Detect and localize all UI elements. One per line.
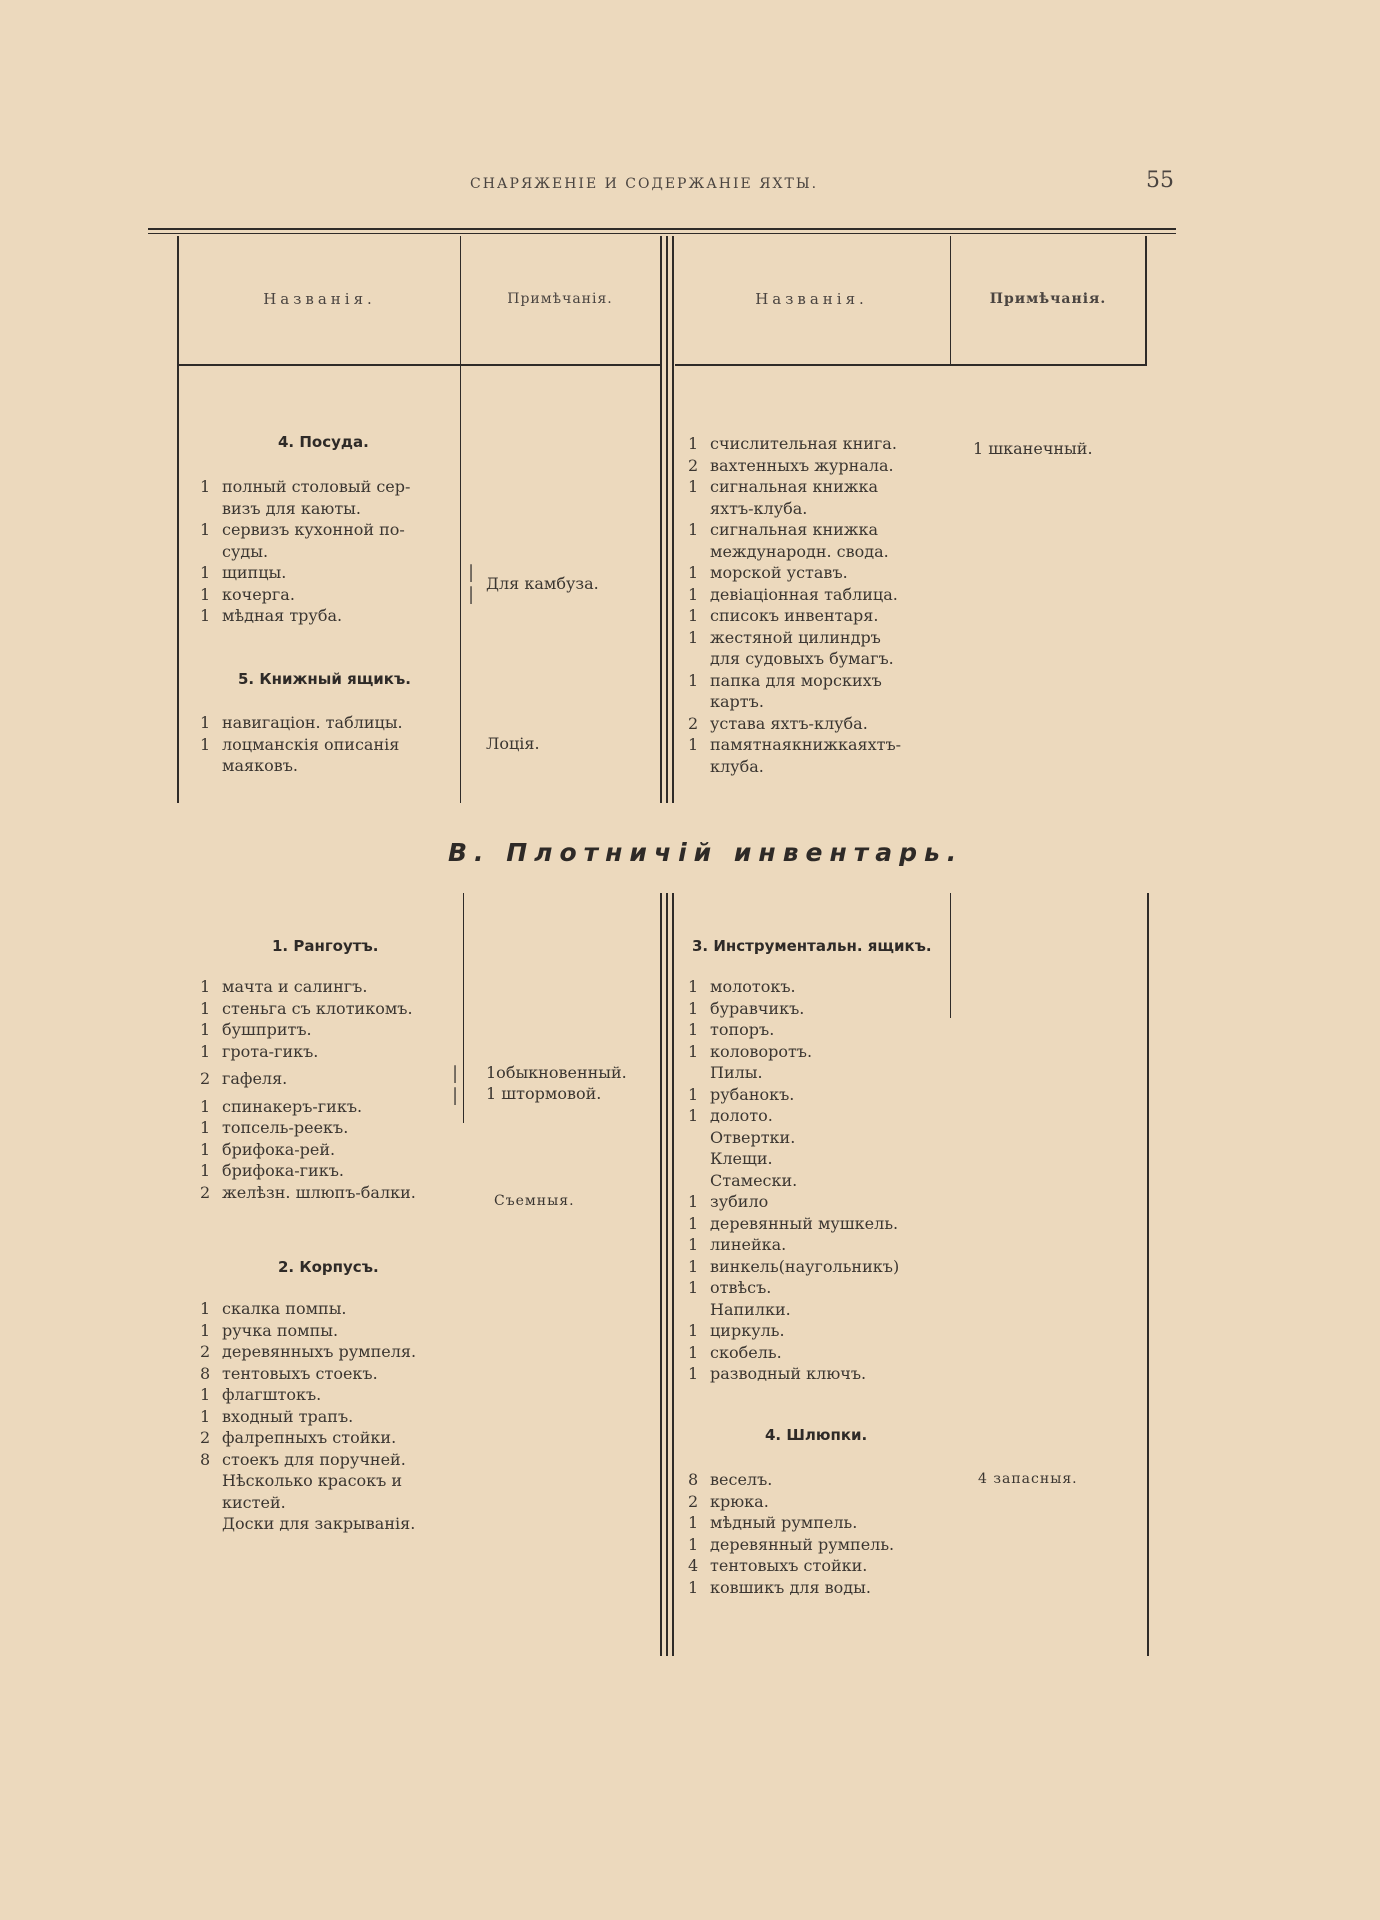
header-bottom-rule-right <box>675 364 1145 366</box>
column-header-notes: Примѣчанія. <box>507 291 613 307</box>
list-item: 1 скалка помпы. <box>200 1299 347 1318</box>
list-item: 1 скобель. <box>688 1342 782 1362</box>
header-bottom-rule-left <box>177 364 660 366</box>
list-knizhny <box>200 712 403 777</box>
list-item: 1 разводный ключъ. <box>688 1364 867 1383</box>
list-item: 1 топоръ. <box>688 1020 775 1039</box>
list-item: 1 лоцманскія описанія <box>200 734 400 754</box>
list-item: 1 кочерга. <box>200 584 295 604</box>
list-posuda <box>200 476 410 627</box>
list-item: 1 девіаціонная таблица. <box>688 584 898 604</box>
list-item: 1 флагштокъ. <box>200 1385 322 1404</box>
list-item: 1 спинакеръ-гикъ. <box>200 1096 363 1116</box>
list-item: 1 ручка помпы. <box>200 1320 339 1340</box>
section-title-posuda: 4. Посуда. <box>278 433 369 451</box>
list-item: 1 грота-гикъ. <box>200 1041 319 1061</box>
list-item: международн. свода. <box>710 541 889 561</box>
note-lotsiya: Лоція. <box>486 734 540 753</box>
list-item: 1 молотокъ. <box>688 977 796 996</box>
list-item: 2 вахтенныхъ журнала. <box>688 455 894 475</box>
center-double-rule <box>660 893 662 1656</box>
list-item: Стамески. <box>710 1170 798 1190</box>
list-item: 2 гафеля. <box>200 1069 288 1088</box>
column-divider <box>950 236 951 366</box>
section-title-korpus: 2. Корпусъ. <box>278 1258 379 1276</box>
column-divider <box>460 236 461 803</box>
list-item: 8 веселъ. <box>688 1470 773 1489</box>
section-title-rangout: 1. Рангоутъ. <box>272 937 379 955</box>
list-item: Отвертки. <box>710 1127 796 1147</box>
note-gafel-storm: 1 штормовой. <box>486 1084 602 1103</box>
list-item: 1 жестяной цилиндръ <box>688 627 881 647</box>
list-item: 1 топсель-реекъ. <box>200 1118 349 1137</box>
list-item: картъ. <box>710 692 764 711</box>
list-item: Нѣсколько красокъ и <box>222 1471 403 1490</box>
table-border-right <box>1145 236 1147 366</box>
list-korpus <box>200 1298 416 1535</box>
list-item: 2 фалрепныхъ стойки. <box>200 1428 397 1447</box>
list-item: 1 зубило <box>688 1192 769 1211</box>
column-header-notes: Примѣчанія. <box>989 291 1107 307</box>
note-shkanechny: 1 шканечный. <box>973 439 1093 458</box>
column-divider <box>463 893 464 1123</box>
list-item: 1 коловоротъ. <box>688 1041 813 1061</box>
table-border-left <box>177 236 179 803</box>
list-item: 8 тентовыхъ стоекъ. <box>200 1363 378 1383</box>
list-item: 1 брифока-гикъ. <box>200 1161 344 1180</box>
list-item: 1 сигнальная книжка <box>688 520 879 539</box>
list-item: 2 желѣзн. шлюпъ-балки. <box>200 1182 416 1202</box>
list-item: 1 щипцы. <box>200 563 287 582</box>
list-item: 1 долото. <box>688 1106 773 1125</box>
column-divider <box>950 893 951 1018</box>
list-item: 1 мѣдная труба. <box>200 606 343 625</box>
list-item: 1 морской уставъ. <box>688 563 848 582</box>
list-item: 1 стеньга съ клотикомъ. <box>200 998 413 1018</box>
list-item: 1 папка для морскихъ <box>688 670 882 690</box>
column-header-names: Названія. <box>263 290 376 308</box>
center-double-rule <box>672 236 674 803</box>
top-rule <box>148 228 1176 230</box>
list-item: 4 тентовыхъ стойки. <box>688 1556 868 1575</box>
list-item: маяковъ. <box>222 756 298 775</box>
list-rangout <box>200 976 416 1203</box>
list-item: 1 циркуль. <box>688 1321 785 1340</box>
list-item: клуба. <box>710 756 764 776</box>
list-item: 8 стоекъ для поручней. <box>200 1449 406 1469</box>
list-item: 2 деревянныхъ румпеля. <box>200 1342 417 1361</box>
list-item: визъ для каюты. <box>222 498 361 518</box>
list-item: 1 деревянный мушкель. <box>688 1213 899 1233</box>
running-title: СНАРЯЖЕНІЕ И СОДЕРЖАНІЕ ЯХТЫ. <box>470 176 819 192</box>
list-item: для судовыхъ бумагъ. <box>710 649 894 668</box>
section-title-knizhny: 5. Книжный ящикъ. <box>238 670 411 688</box>
brace: | | <box>468 562 475 605</box>
list-item: 1 отвѣсъ. <box>688 1278 772 1297</box>
list-item: 1 брифока-рей. <box>200 1139 336 1159</box>
brace: | | <box>452 1063 459 1106</box>
list-item: 1 винкель(наугольникъ) <box>688 1256 900 1276</box>
list-item: кистей. <box>222 1492 286 1512</box>
list-ship-papers <box>688 433 901 777</box>
page-number: 55 <box>1146 168 1174 193</box>
column-header-names: Названія. <box>755 290 868 308</box>
center-double-rule <box>666 893 668 1656</box>
top-rule-thin <box>148 233 1176 234</box>
list-item: 1 полный столовый сер- <box>200 477 411 496</box>
list-item: 1 сервизъ кухонной по- <box>200 520 405 539</box>
table-border-right <box>1147 893 1149 1656</box>
list-shlyupki <box>688 1469 894 1598</box>
note-zapasnye: 4 запасныя. <box>978 1471 1078 1487</box>
list-item: 1 списокъ инвентаря. <box>688 606 879 625</box>
list-item: 1 навигаціон. таблицы. <box>200 713 403 732</box>
section-title-plotnichiy: В. Плотничій инвентарь. <box>448 838 964 867</box>
list-item: 1 памятнаякнижкаяхтъ- <box>688 735 902 754</box>
list-item: 1 входный трапъ. <box>200 1406 354 1426</box>
list-item: 1 сигнальная книжка <box>688 477 879 496</box>
list-item: 1 мѣдный румпель. <box>688 1513 858 1532</box>
list-item: 1 счислительная книга. <box>688 434 897 453</box>
list-item: яхтъ-клуба. <box>710 498 808 518</box>
list-item: Доски для закрыванія. <box>222 1514 416 1533</box>
section-title-shlyupki: 4. Шлюпки. <box>765 1426 868 1444</box>
list-item: 2 устава яхтъ-клуба. <box>688 713 868 733</box>
list-item: 1 деревянный румпель. <box>688 1534 895 1554</box>
note-gafel-ordinary: 1обыкновенный. <box>486 1063 627 1082</box>
list-item: Пилы. <box>710 1063 763 1082</box>
list-item: Напилки. <box>710 1299 791 1319</box>
list-item: 1 бушпритъ. <box>200 1020 312 1039</box>
list-instrument <box>688 976 899 1385</box>
center-double-rule <box>672 893 674 1656</box>
list-item: 1 рубанокъ. <box>688 1084 795 1104</box>
section-title-instrument: 3. Инструментальн. ящикъ. <box>692 937 932 955</box>
center-double-rule <box>666 236 668 803</box>
list-item: 1 буравчикъ. <box>688 998 805 1018</box>
list-item: 1 мачта и салингъ. <box>200 977 368 996</box>
note-kambuz: Для камбуза. <box>486 574 599 593</box>
list-item: 1 ковшикъ для воды. <box>688 1577 871 1597</box>
list-item: 2 крюка. <box>688 1491 769 1511</box>
list-item: суды. <box>222 541 269 561</box>
note-semnye: Съемныя. <box>494 1193 575 1209</box>
center-double-rule <box>660 236 662 803</box>
list-item: Клещи. <box>710 1149 773 1168</box>
list-item: 1 линейка. <box>688 1235 787 1254</box>
